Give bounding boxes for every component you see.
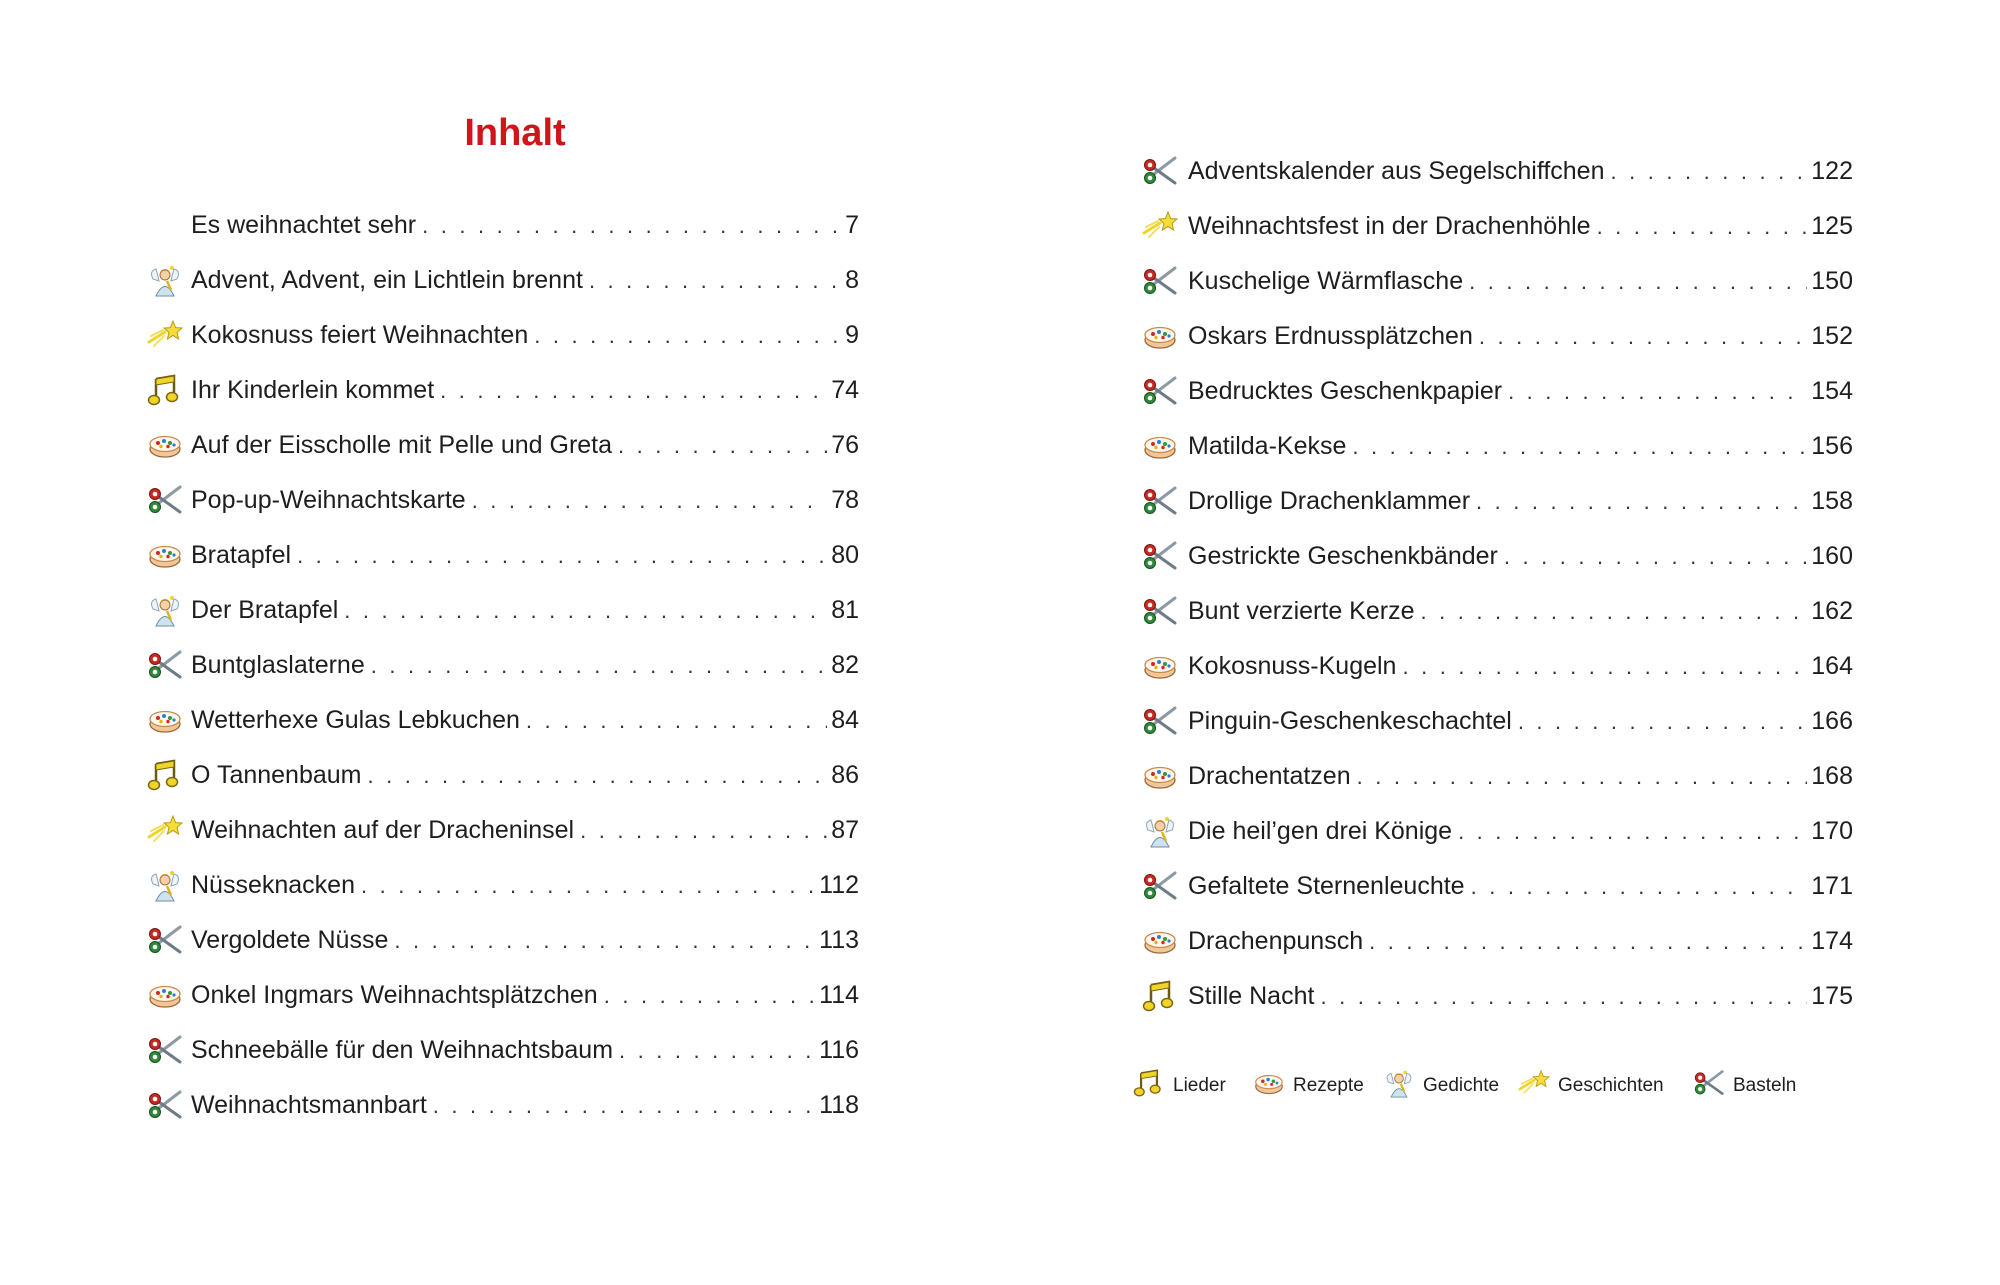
scissors-icon <box>1142 154 1178 188</box>
toc-entry-title: Advent, Advent, ein Lichtlein brennt <box>191 266 583 294</box>
toc-entry <box>1188 646 1853 686</box>
angel-icon <box>1383 1068 1423 1104</box>
toc-entry-page: 168 <box>1811 762 1853 790</box>
dot-leader <box>394 921 815 961</box>
toc-entry <box>1188 811 1853 851</box>
toc-entry <box>191 1030 859 1070</box>
dot-leader <box>368 756 828 796</box>
toc-entry <box>191 370 859 410</box>
toc-entry-title: Nüsseknacken <box>191 871 355 899</box>
toc-entry <box>191 645 859 685</box>
dot-leader <box>472 481 828 521</box>
toc-entry <box>1188 756 1853 796</box>
toc-entry <box>191 480 859 520</box>
toc-entry <box>191 865 859 905</box>
toc-entry-page: 7 <box>845 211 859 239</box>
dot-leader <box>440 371 827 411</box>
cake-icon <box>1142 319 1178 353</box>
toc-entry-page: 112 <box>819 871 859 899</box>
scissors-icon <box>147 1033 183 1067</box>
toc-entry-page: 8 <box>845 266 859 294</box>
toc-entry-title: Auf der Eisscholle mit Pelle und Greta <box>191 431 613 459</box>
toc-entry-title: Pop-up-Weihnachtskarte <box>191 486 466 514</box>
toc-entry-title: Die heil’gen drei Könige <box>1188 817 1453 845</box>
toc-entry-page: 174 <box>1811 927 1853 955</box>
toc-entry-page: 114 <box>819 981 859 1009</box>
toc-entry-title: Schneebälle für den Weihnachtsbaum <box>191 1036 614 1064</box>
toc-entry <box>191 700 859 740</box>
angel-icon <box>147 593 183 627</box>
toc-entry-title: Bratapfel <box>191 541 292 569</box>
dot-leader <box>1476 482 1807 522</box>
dot-leader <box>1508 372 1807 412</box>
angel-icon <box>147 263 183 297</box>
toc-entry-page: 170 <box>1811 817 1853 845</box>
toc-entry <box>1188 701 1853 741</box>
toc-entry-title: Adventskalender aus Segelschiffchen <box>1188 157 1605 185</box>
toc-entry-page: 87 <box>831 816 859 844</box>
dot-leader <box>604 976 815 1016</box>
toc-entry <box>191 260 859 300</box>
scissors-icon <box>1693 1068 1733 1104</box>
legend-label: Lieder <box>1173 1075 1226 1096</box>
toc-entry-page: 113 <box>819 926 859 954</box>
toc-entry <box>191 590 859 630</box>
cake-icon <box>147 978 183 1012</box>
toc-entry-page: 171 <box>1811 872 1853 900</box>
scissors-icon <box>1142 484 1178 518</box>
toc-entry-page: 175 <box>1811 982 1853 1010</box>
dot-leader <box>580 811 827 851</box>
toc-entry-title: Onkel Ingmars Weihnachtsplätzchen <box>191 981 598 1009</box>
toc-entry-page: 81 <box>831 596 859 624</box>
music-note-icon <box>1142 979 1178 1013</box>
scissors-icon <box>1142 704 1178 738</box>
shooting-star-icon <box>147 318 183 352</box>
dot-leader <box>422 206 841 246</box>
scissors-icon <box>147 923 183 957</box>
toc-entry <box>191 810 859 850</box>
legend-label: Geschichten <box>1558 1075 1664 1096</box>
dot-leader <box>433 1086 815 1126</box>
toc-entry <box>191 535 859 575</box>
dot-leader <box>371 646 827 686</box>
dot-leader <box>1518 702 1807 742</box>
dot-leader <box>1352 427 1807 467</box>
toc-entry-page: 166 <box>1811 707 1853 735</box>
toc-entry <box>1188 371 1853 411</box>
cake-icon <box>1142 924 1178 958</box>
cake-icon <box>147 703 183 737</box>
music-note-icon <box>1133 1068 1173 1104</box>
toc-entry-title: Oskars Erdnussplätzchen <box>1188 322 1473 350</box>
cake-icon <box>1142 759 1178 793</box>
toc-entry <box>191 205 859 245</box>
scissors-icon <box>1142 539 1178 573</box>
toc-entry-title: Gefaltete Sternenleuchte <box>1188 872 1465 900</box>
dot-leader <box>1471 867 1808 907</box>
toc-entry-title: Kuschelige Wärmflasche <box>1188 267 1464 295</box>
toc-entry <box>1188 866 1853 906</box>
toc-entry-page: 125 <box>1811 212 1853 240</box>
toc-entry <box>1188 976 1853 1016</box>
toc-entry-page: 76 <box>831 431 859 459</box>
toc-entry-page: 80 <box>831 541 859 569</box>
toc-entry-title: Kokosnuss-Kugeln <box>1188 652 1397 680</box>
dot-leader <box>361 866 815 906</box>
toc-entry-title: Ihr Kinderlein kommet <box>191 376 435 404</box>
toc-entry <box>1188 591 1853 631</box>
toc-entry <box>1188 206 1853 246</box>
toc-entry-page: 156 <box>1811 432 1853 460</box>
toc-entry-title: Weihnachtsmannbart <box>191 1091 427 1119</box>
toc-entry <box>1188 481 1853 521</box>
cake-icon <box>1142 429 1178 463</box>
toc-entry <box>1188 536 1853 576</box>
toc-entry <box>191 425 859 465</box>
dot-leader <box>1469 262 1807 302</box>
toc-entry <box>1188 426 1853 466</box>
dot-leader <box>1402 647 1807 687</box>
dot-leader <box>1597 207 1808 247</box>
toc-entry-page: 150 <box>1811 267 1853 295</box>
dot-leader <box>344 591 827 631</box>
toc-entry-title: Pinguin-Geschenkeschachtel <box>1188 707 1512 735</box>
toc-entry-title: Drachentatzen <box>1188 762 1351 790</box>
scissors-icon <box>147 648 183 682</box>
dot-leader <box>1610 152 1807 192</box>
toc-entry-page: 160 <box>1811 542 1853 570</box>
toc-entry-page: 158 <box>1811 487 1853 515</box>
dot-leader <box>1458 812 1807 852</box>
angel-icon <box>147 868 183 902</box>
toc-entry-title: Buntglaslaterne <box>191 651 365 679</box>
dot-leader <box>1357 757 1808 797</box>
toc-entry-page: 84 <box>831 706 859 734</box>
dot-leader <box>1369 922 1807 962</box>
legend-label: Basteln <box>1733 1075 1797 1096</box>
dot-leader <box>1421 592 1808 632</box>
cake-icon <box>147 538 183 572</box>
scissors-icon <box>1142 594 1178 628</box>
toc-entry-page: 164 <box>1811 652 1853 680</box>
toc-entry-title: Matilda-Kekse <box>1188 432 1347 460</box>
cake-icon <box>147 428 183 462</box>
toc-entry-title: Es weihnachtet sehr <box>191 211 417 239</box>
dot-leader <box>589 261 841 301</box>
legend-label: Gedichte <box>1423 1075 1500 1096</box>
toc-entry-page: 118 <box>819 1091 859 1119</box>
toc-entry-page: 78 <box>831 486 859 514</box>
toc-entry-title: Drachenpunsch <box>1188 927 1364 955</box>
dot-leader <box>297 536 827 576</box>
cake-icon <box>1253 1068 1293 1104</box>
toc-entry <box>191 975 859 1015</box>
dot-leader <box>1320 977 1807 1017</box>
toc-entry-title: Bunt verzierte Kerze <box>1188 597 1415 625</box>
page-title: Inhalt <box>464 112 566 154</box>
toc-entry-page: 9 <box>845 321 859 349</box>
toc-entry-title: Bedrucktes Geschenkpapier <box>1188 377 1503 405</box>
toc-entry-title: Wetterhexe Gulas Lebkuchen <box>191 706 520 734</box>
legend-item-gedichte <box>1383 1066 1499 1106</box>
scissors-icon <box>1142 869 1178 903</box>
toc-entry <box>191 755 859 795</box>
toc-entry-title: Weihnachtsfest in der Drachenhöhle <box>1188 212 1591 240</box>
legend-item-rezepte <box>1253 1066 1364 1106</box>
music-note-icon <box>147 758 183 792</box>
dot-leader <box>534 316 841 356</box>
scissors-icon <box>147 1088 183 1122</box>
dot-leader <box>1504 537 1807 577</box>
toc-entry-page: 122 <box>1811 157 1853 185</box>
toc-entry <box>1188 151 1853 191</box>
toc-entry-page: 162 <box>1811 597 1853 625</box>
toc-entry <box>191 920 859 960</box>
dot-leader <box>1479 317 1807 357</box>
legend-item-lieder <box>1133 1066 1226 1106</box>
toc-entry <box>191 315 859 355</box>
dot-leader <box>619 1031 815 1071</box>
angel-icon <box>1142 814 1178 848</box>
dot-leader <box>618 426 827 466</box>
toc-entry-title: Gestrickte Geschenkbänder <box>1188 542 1498 570</box>
toc-entry-title: Stille Nacht <box>1188 982 1315 1010</box>
music-note-icon <box>147 373 183 407</box>
toc-entry <box>1188 921 1853 961</box>
shooting-star-icon <box>1518 1068 1558 1104</box>
legend-item-basteln <box>1693 1066 1796 1106</box>
toc-entry-page: 116 <box>819 1036 859 1064</box>
dot-leader <box>526 701 827 741</box>
scissors-icon <box>147 483 183 517</box>
toc-entry <box>1188 316 1853 356</box>
scissors-icon <box>1142 264 1178 298</box>
toc-entry-page: 74 <box>831 376 859 404</box>
shooting-star-icon <box>1142 209 1178 243</box>
cake-icon <box>1142 649 1178 683</box>
toc-entry-title: Vergoldete Nüsse <box>191 926 389 954</box>
toc-entry-page: 154 <box>1811 377 1853 405</box>
toc-entry-page: 82 <box>831 651 859 679</box>
legend-label: Rezepte <box>1293 1075 1364 1096</box>
toc-entry <box>1188 261 1853 301</box>
toc-entry-title: Der Bratapfel <box>191 596 339 624</box>
toc-entry-title: Weihnachten auf der Dracheninsel <box>191 816 575 844</box>
toc-entry-title: O Tannenbaum <box>191 761 362 789</box>
toc-entry-title: Drollige Drachenklammer <box>1188 487 1471 515</box>
scissors-icon <box>1142 374 1178 408</box>
toc-entry-page: 86 <box>831 761 859 789</box>
toc-entry-page: 152 <box>1811 322 1853 350</box>
shooting-star-icon <box>147 813 183 847</box>
legend-item-geschichten <box>1518 1066 1664 1106</box>
toc-entry-title: Kokosnuss feiert Weihnachten <box>191 321 529 349</box>
toc-entry <box>191 1085 859 1125</box>
